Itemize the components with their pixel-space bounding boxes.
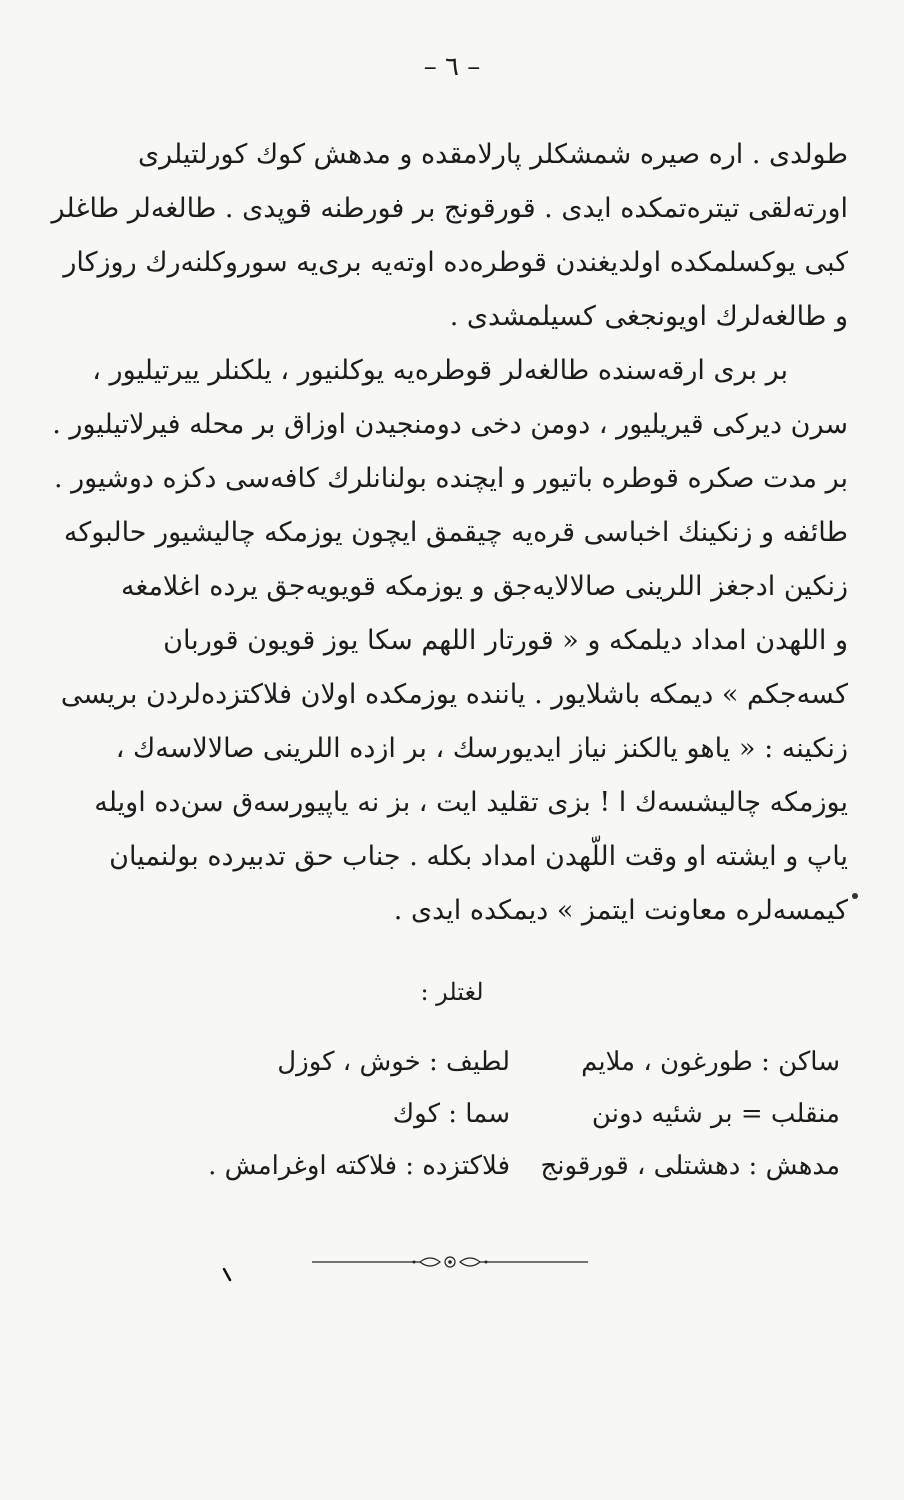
text-line: یوزمکه چالیشسه‌ك ا ! بزی تقلید ایت ، بز نه یاپیورسه‌ق سن‌ده اویله (94, 787, 848, 818)
text-line: اورته‌لقی تیتره‌تمکده ایدی . قورقونج بر فورطنه قوپدی . طالغه‌لر طاغلر (51, 193, 848, 224)
paragraph-2 (28, 344, 848, 938)
text-line: و طالغه‌لرك اویونجغی کسیلمشدی . (449, 301, 848, 332)
glossary-entry: ساکن : طورغون ، ملایم (581, 1047, 840, 1077)
text-line: بر مدت صکره قوطره باتیور و ایچنده بولنانلرك کافه‌سی دکزه دوشیور . (53, 463, 848, 494)
page-number: – ٦ – (423, 52, 481, 82)
body-text (28, 128, 848, 938)
glossary-row (40, 1140, 840, 1192)
text-line: کسه‌جکم » دیمکه باشلایور . یاننده یوزمکده اولان فلاکتزده‌لردن بریسی (60, 679, 848, 710)
glossary-entry: فلاکتزده : فلاکته اوغرامش . (208, 1151, 510, 1181)
text-line: سرن دیرکی قیریلیور ، دومن دخی دومنجیدن اوزاق بر محله فیرلاتیلیور . (52, 409, 848, 440)
glossary (40, 1036, 840, 1192)
text-line: طائفه و زنکینك اخباسی قره‌یه چیقمق ایچون یوزمکه چالیشیور حالبوکه (63, 517, 848, 548)
text-line: کیمسه‌لره معاونت ایتمز » دیمکده ایدی . (393, 895, 848, 926)
glossary-heading: لغتلر : (420, 978, 484, 1006)
text-line: و اللهدن امداد دیلمکه و « قورتار اللهم سکا یوز قویون قوربان (163, 625, 848, 656)
text-line: زنکین ادجغز اللرینی صالالایه‌جق و یوزمکه قویویه‌جق یرده اغلامغه (120, 571, 848, 602)
margin-dot (852, 893, 858, 899)
text-line: کبی یوکسلمکده اولدیغندن قوطره‌ده اوته‌یه بری‌یه سوروکلنه‌رك روزکار (63, 247, 848, 278)
glossary-row (40, 1088, 840, 1140)
glossary-entry: مدهش : دهشتلی ، قورقونج (540, 1151, 840, 1181)
glossary-row (40, 1036, 840, 1088)
glossary-entry: منقلب = بر شئیه دونن (591, 1099, 840, 1129)
text-line: زنکینه : « یاهو یالکنز نیاز ایدیورسك ، بر ازده اللرینی صالالاسه‌ك ، (115, 733, 848, 764)
glossary-entry: لطیف : خوش ، کوزل (277, 1047, 510, 1077)
text-line: یاپ و ایشته او وقت اللّهدن امداد بکله . جناب حق تدبیرده بولنمیان (109, 841, 848, 872)
text-line: بر بری ارقه‌سنده طالغه‌لر قوطره‌یه یوکلنیور ، یلکنلر ییرتیلیور ، (92, 355, 788, 386)
text-line: طولدی . اره صیره شمشکلر پارلامقده و مدهش کوك کورلتیلری (137, 139, 848, 170)
paragraph-1 (28, 128, 848, 344)
glossary-entry: سما : کوك (392, 1099, 510, 1129)
ink-mark (222, 1268, 232, 1282)
ornament-divider-icon (310, 1250, 590, 1274)
